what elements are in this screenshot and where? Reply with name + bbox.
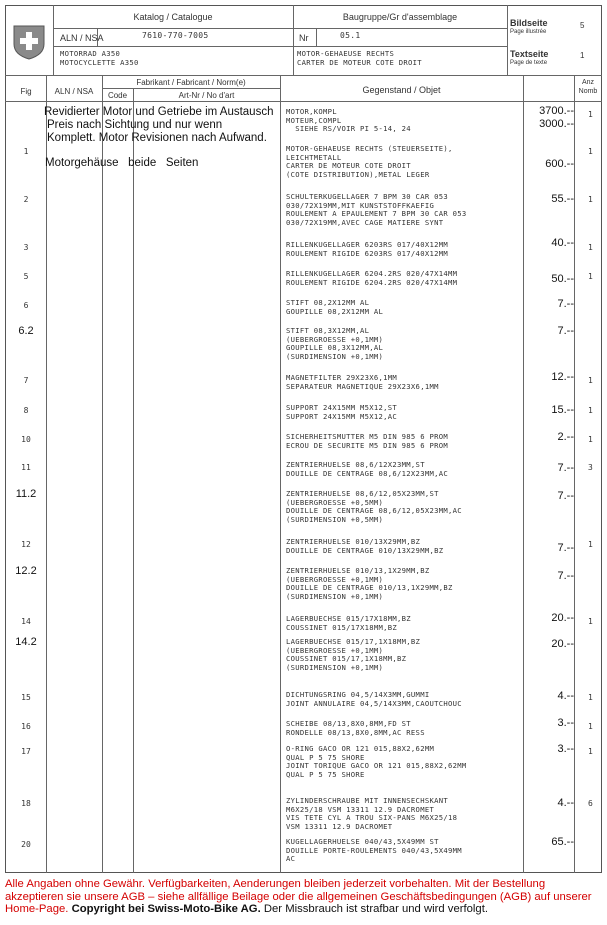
col-code: Code <box>107 91 128 100</box>
row-price: 55.-- <box>551 193 574 205</box>
bildseite-value: 5 <box>580 21 585 30</box>
row-description: LAGERBUECHSE 015/17X18MM,BZ COUSSINET 015/17X18MM,BZ <box>286 614 411 632</box>
col-gegenstand: Gegenstand / Objet <box>362 85 441 95</box>
row-quantity: 1 <box>588 747 593 756</box>
row-price: 40.-- <box>551 237 574 249</box>
note-line3: Komplett. Motor Revisionen nach Aufwand. <box>47 132 267 144</box>
row-fig: 7 <box>23 376 29 385</box>
row-fig: 10 <box>21 435 31 444</box>
row-description: KUGELLAGERHUELSE 040/43,5X49MM ST DOUILLE PORTE-ROULEMENTS 040/43,5X49MM AC <box>286 837 462 864</box>
group-line2: CARTER DE MOTEUR COTE DROIT <box>297 58 422 67</box>
row-quantity: 1 <box>588 540 593 549</box>
row-price: 3.-- <box>557 743 574 755</box>
row-description: SCHEIBE 08/13,8X0,8MM,FD ST RONDELLE 08/13,8X0,8MM,AC RESS <box>286 719 425 737</box>
row-quantity: 1 <box>588 376 593 385</box>
row-quantity: 1 <box>588 243 593 252</box>
row-quantity: 1 <box>588 110 593 119</box>
row-description: LAGERBUECHSE 015/17,1X18MM,BZ (UEBERGROESSE +0,1MM) COUSSINET 015/17,1X18MM,BZ (SURDIMENSION +0,1MM) <box>286 637 421 672</box>
row-fig: 12 <box>21 540 31 549</box>
row-fig: 14 <box>21 617 31 626</box>
row-price: 3.-- <box>557 717 574 729</box>
row-price: 7.-- <box>557 325 574 337</box>
aln-value: 7610-770-7005 <box>142 31 209 40</box>
model-line2: MOTOCYCLETTE A350 <box>60 58 139 67</box>
row-price: 600.-- <box>545 158 574 170</box>
row-description: ZENTRIERHUELSE 010/13X29MM,BZ DOUILLE DE CENTRAGE 010/13X29MM,BZ <box>286 537 444 555</box>
model-line1: MOTORRAD A350 <box>60 49 121 58</box>
row-description: ZENTRIERHUELSE 010/13,1X29MM,BZ (UEBERGROESSE +0,1MM) DOUILLE DE CENTRAGE 010/13,1X29MM,BZ (SURDIMENSION +0,1MM) <box>286 566 453 601</box>
row-description: ZENTRIERHUELSE 08,6/12,05X23MM,ST (UEBERGROESSE +0,5MM) DOUILLE DE CENTRAGE 08,6/12,05X23MM,AC (SURDIMENSION +0,5MM) <box>286 489 462 524</box>
row-price: 4.-- <box>557 690 574 702</box>
row-price: 4.-- <box>557 797 574 809</box>
row-fig: 5 <box>23 272 29 281</box>
note-line4: Motorgehäuse beide Seiten <box>45 157 199 169</box>
row-description: ZYLINDERSCHRAUBE MIT INNENSECHSKANT M6X25/18 VSM 13311 12.9 DACROMET VIS TETE CYL A TROU SIX-PANS M6X25/18 VSM 13311 12.9 DACROMET <box>286 796 458 831</box>
note-line2: Preis nach Sichtung und nur wenn <box>47 119 223 131</box>
row-fig: 11.2 <box>15 488 37 500</box>
col-anz: Anz <box>581 79 595 86</box>
row-quantity: 1 <box>588 406 593 415</box>
row-quantity: 3 <box>588 463 593 472</box>
row-description: ZENTRIERHUELSE 08,6/12X23MM,ST DOUILLE DE CENTRAGE 08,6/12X23MM,AC <box>286 460 448 478</box>
row-price: 7.-- <box>557 542 574 554</box>
row-fig: 15 <box>21 693 31 702</box>
row-price: 50.-- <box>551 273 574 285</box>
row-fig: 11 <box>21 463 31 472</box>
row-description: RILLENKUGELLAGER 6203RS 017/40X12MM ROULEMENT RIGIDE 6203RS 017/40X12MM <box>286 240 448 258</box>
row-description: RILLENKUGELLAGER 6204.2RS 020/47X14MM ROULEMENT RIGIDE 6204.2RS 020/47X14MM <box>286 269 458 287</box>
catalog-label: Katalog / Catalogue <box>133 12 213 22</box>
row-price: 20.-- <box>551 612 574 624</box>
row-price: 7.-- <box>557 490 574 502</box>
row-fig: 6 <box>23 301 29 310</box>
nr-label: Nr <box>299 33 309 43</box>
row-quantity: 1 <box>588 272 593 281</box>
row-fig: 6.2 <box>18 325 34 337</box>
row-fig: 17 <box>21 747 31 756</box>
footer-red-text: Alle Angaben ohne Gewähr. Verfügbarkeiten, Aenderungen bleiben jederzeit vorbehalten. Mit der Bestellung akzeptieren sie unsere AGB – siehe allfällige Beilage oder die allgemeinen Geschäftsbedingungen (AGB) auf unserer Home-Page. <box>5 878 592 916</box>
footer-disclaimer <box>5 878 602 916</box>
row-price: 7.-- <box>557 570 574 582</box>
row-price: 15.-- <box>551 404 574 416</box>
row-quantity: 1 <box>588 195 593 204</box>
row-quantity: 1 <box>588 693 593 702</box>
motor-price-2: 3000.-- <box>539 118 574 130</box>
row-description: MOTOR,KOMPL MOTEUR,COMPL SIEHE RS/VOIR PI 5-14, 24 <box>286 107 411 134</box>
aln-label: ALN / NSA <box>60 33 104 43</box>
col-aln: ALN / NSA <box>54 87 94 96</box>
bildseite-label: Bildseite <box>510 18 548 28</box>
row-description: SCHULTERKUGELLAGER 7 BPM 30 CAR 053 030/72X19MM,MIT KUNSTSTOFFKAEFIG ROULEMENT A EPAULEMENT 7 BPM 30 CAR 053 030/72X19MM,AVEC CAGE MATIERE SYNT <box>286 192 467 227</box>
row-fig: 12.2 <box>15 565 37 577</box>
row-description: O-RING GACO OR 121 015,88X2,62MM QUAL P 5 75 SHORE JOINT TORIQUE GACO OR 121 015,88X2,62MM QUAL P 5 75 SHORE <box>286 744 467 779</box>
group-line1: MOTOR-GEHAEUSE RECHTS <box>297 49 395 58</box>
nr-value: 05.1 <box>340 31 361 40</box>
row-quantity: 6 <box>588 799 593 808</box>
row-price: 2.-- <box>557 431 574 443</box>
row-quantity: 1 <box>588 147 593 156</box>
col-nomb: Nomb <box>578 88 598 95</box>
row-price: 12.-- <box>551 371 574 383</box>
row-description: STIFT 08,3X12MM,AL (UEBERGROESSE +0,1MM) GOUPILLE 08,3X12MM,AL (SURDIMENSION +0,1MM) <box>286 326 384 361</box>
group-label: Baugruppe/Gr d'assemblage <box>342 12 458 22</box>
row-price: 7.-- <box>557 298 574 310</box>
row-description: MOTOR-GEHAEUSE RECHTS (STEUERSEITE), LEICHTMETALL CARTER DE MOTEUR COTE DROIT (COTE DISTRIBUTION),METAL LEGER <box>286 144 453 179</box>
col-fabrikant: Fabrikant / Fabricant / Norm(e) <box>136 78 246 87</box>
col-artnr: Art-Nr / No d'art <box>178 91 235 100</box>
textseite-value: 1 <box>580 51 585 60</box>
row-description: STIFT 08,2X12MM AL GOUPILLE 08,2X12MM AL <box>286 298 384 316</box>
row-fig: 16 <box>21 722 31 731</box>
textseite-sub: Page de texte <box>510 60 548 66</box>
row-description: MAGNETFILTER 29X23X6,1MM SEPARATEUR MAGNETIQUE 29X23X6,1MM <box>286 373 439 391</box>
row-price: 20.-- <box>551 638 574 650</box>
row-fig: 8 <box>23 406 29 415</box>
row-description: SICHERHEITSMUTTER M5 DIN 985 6 PROM ECROU DE SECURITE M5 DIN 985 6 PROM <box>286 432 448 450</box>
textseite-label: Textseite <box>510 49 549 59</box>
swiss-cross-icon <box>12 24 46 60</box>
footer-copyright: Copyright bei <box>71 903 145 916</box>
row-price: 65.-- <box>551 836 574 848</box>
row-fig: 20 <box>21 840 31 849</box>
note-line1: Revidierter Motor und Getriebe im Austausch <box>44 106 274 118</box>
row-fig: 18 <box>21 799 31 808</box>
row-fig: 1 <box>23 147 29 156</box>
row-quantity: 1 <box>588 617 593 626</box>
row-fig: 2 <box>23 195 29 204</box>
row-fig: 3 <box>23 243 29 252</box>
row-quantity: 1 <box>588 722 593 731</box>
row-description: SUPPORT 24X15MM M5X12,ST SUPPORT 24X15MM M5X12,AC <box>286 403 398 421</box>
row-fig: 14.2 <box>15 636 37 648</box>
motor-price-1: 3700.-- <box>539 105 574 117</box>
col-fig: Fig <box>20 87 32 96</box>
row-price: 7.-- <box>557 462 574 474</box>
bildseite-sub: Page illustrée <box>510 29 547 35</box>
row-quantity: 1 <box>588 435 593 444</box>
footer-company: Swiss-Moto-Bike AG. <box>147 903 261 916</box>
row-description: DICHTUNGSRING 04,5/14X3MM,GUMMI JOINT ANNULAIRE 04,5/14X3MM,CAOUTCHOUC <box>286 690 462 708</box>
footer-misuse: Der Missbrauch ist strafbar und wird verfolgt. <box>263 903 488 916</box>
